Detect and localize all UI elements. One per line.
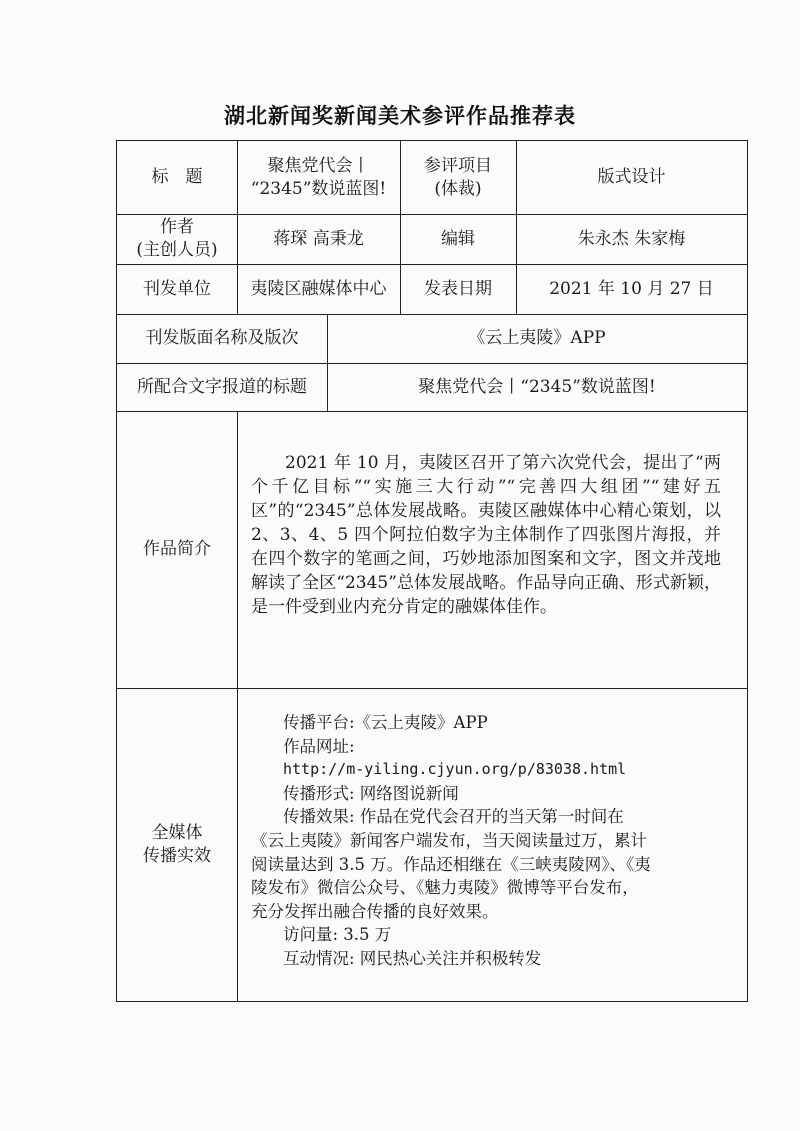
visits-line: 访问量: 3.5 万: [283, 925, 392, 945]
author-label: 作者 (主创人员): [136, 217, 218, 260]
layout-value: 《云上夷陵》APP: [468, 328, 606, 348]
category-label: 参评项目 (体裁): [424, 155, 492, 199]
interaction-line: 互动情况: 网民热心关注并积极转发: [283, 948, 542, 968]
date-value: 2021 年 10 月 27 日: [549, 278, 714, 299]
publisher-value: 夷陵区融媒体中心: [250, 278, 387, 299]
report-title-label: 所配合文字报道的标题: [137, 376, 307, 397]
effect-line: 《云上夷陵》新闻客户端发布，当天阅读量过万，累计: [251, 830, 647, 850]
summary-label: 作品简介: [143, 539, 211, 559]
publisher-label: 刊发单位: [143, 278, 211, 299]
effect-line: 阅读量达到 3.5 万。作品还相继在《三峡夷陵网》、《夷: [251, 854, 651, 874]
report-title-value: 聚焦党代会丨“2345”数说蓝图!: [418, 376, 656, 397]
form-table: [116, 140, 748, 1002]
effect-line: 充分发挥出融合传播的良好效果。: [251, 901, 499, 921]
category-value: 版式设计: [597, 167, 666, 187]
title-value: 聚焦党代会丨 “2345”数说蓝图!: [250, 155, 387, 199]
effect-content: [251, 711, 731, 971]
effect-line: 陵发布》微信公众号、《魅力夷陵》微博等平台发布，: [251, 878, 639, 898]
title-label: 标 题: [151, 167, 203, 187]
effect-label: 全媒体 传播实效: [143, 822, 211, 866]
work-url: http://m-yiling.cjyun.org/p/83038.html: [283, 760, 627, 779]
date-label: 发表日期: [424, 278, 492, 299]
author-value: 蒋琛 高秉龙: [273, 228, 364, 249]
effect-line: 传播效果: 作品在党代会召开的当天第一时间在: [283, 807, 624, 827]
summary-text: 2021 年 10 月，夷陵区召开了第六次党代会，提出了“两个千亿目标”“实施三大行动”“完善四大组团”“建好五区”的“2345”总体发展战略。夷陵区融媒体中心精心策划，以 2、3、4、5 四个阿拉伯数字为主体制作了四张图片海报，并在四个数字的笔画之间，巧妙地添加图案和文字，图文并茂地解读了全区“2345”总体发展战略。作品导向正确、形式新颖，是一件受到业内充分肯定的融媒体佳作。: [251, 453, 721, 617]
layout-label: 刊发版面名称及版次: [145, 328, 299, 348]
form-line: 传播形式: 网络图说新闻: [283, 783, 459, 803]
editor-label: 编辑: [441, 228, 475, 249]
editor-value: 朱永杰 朱家梅: [577, 228, 686, 249]
document-title: 湖北新闻奖新闻美术参评作品推荐表: [224, 104, 576, 128]
platform-line: 传播平台:《云上夷陵》APP: [283, 713, 488, 732]
url-label: 作品网址:: [283, 736, 355, 756]
